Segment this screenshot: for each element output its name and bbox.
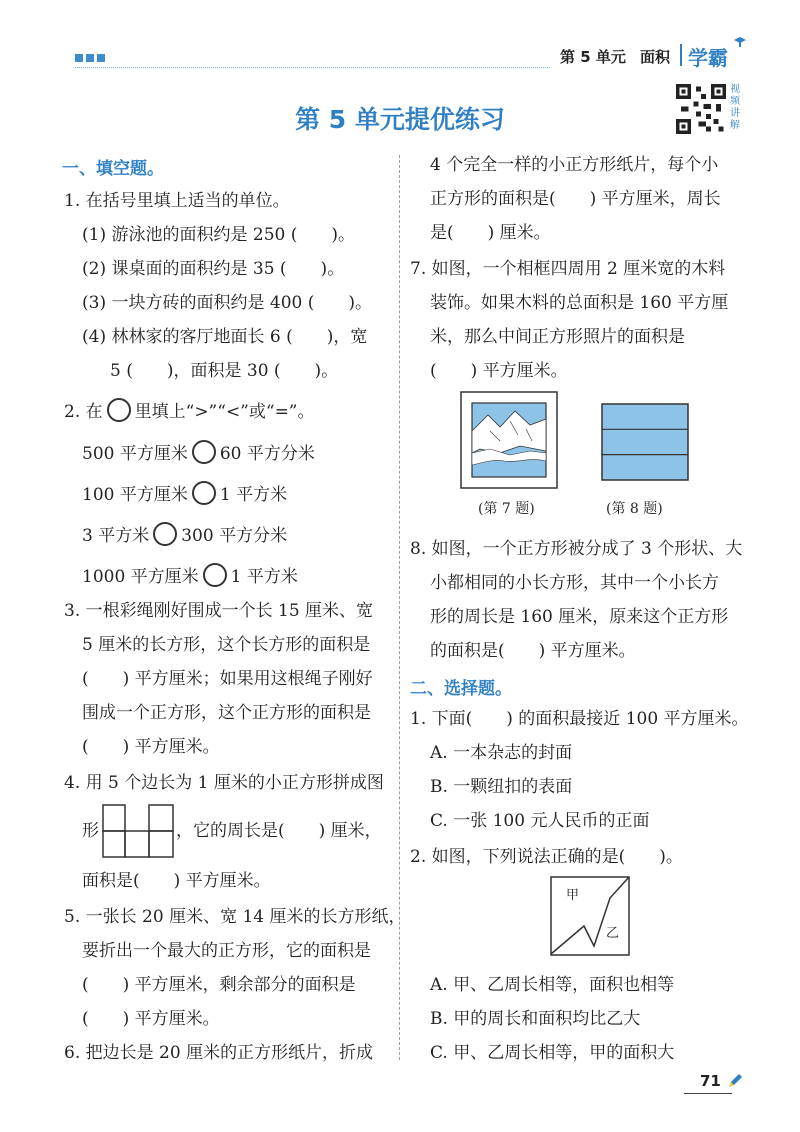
graduation-cap-icon	[733, 36, 747, 48]
q5-line: ( ) 平方厘米，剩余部分的面积是	[82, 975, 356, 995]
page-number-underline	[684, 1093, 732, 1094]
photo-frame-figure	[460, 391, 558, 489]
comparison-circle[interactable]	[192, 481, 216, 505]
q6-line: 6. 把边长是 20 厘米的正方形纸片，折成	[64, 1043, 374, 1063]
q2-row	[82, 563, 298, 588]
q2-row	[82, 481, 287, 506]
q2-left: 500 平方厘米	[82, 444, 188, 464]
video-explanation-label: 视频讲解	[730, 84, 740, 131]
header-separator	[680, 44, 682, 66]
c2-option: C. 甲、乙周长相等，甲的面积大	[430, 1043, 675, 1063]
brand-logo: 学霸	[688, 46, 728, 70]
q4-line: ，它的周长是( ) 厘米，	[176, 821, 382, 841]
q2-row	[82, 522, 287, 547]
header-topic: 面积	[640, 48, 671, 66]
q1-item: 5 ( )，面积是 30 ( )。	[110, 361, 339, 381]
c1-option: A. 一本杂志的封面	[430, 743, 573, 763]
three-rectangles-figure	[601, 403, 689, 481]
q6-line: 4 个完全一样的小正方形纸片，每个小	[430, 155, 719, 175]
q1-item: (4) 林林家的客厅地面长 6 ( )，宽	[82, 327, 368, 347]
c1-option: C. 一张 100 元人民币的正面	[430, 811, 650, 831]
c2-option: A. 甲、乙周长相等，面积也相等	[430, 975, 675, 995]
q1-stem: 1. 在括号里填上适当的单位。	[64, 191, 290, 211]
qr-code-icon[interactable]	[676, 84, 726, 134]
q1-item: (2) 课桌面的面积约是 35 ( )。	[82, 259, 345, 279]
header-rule	[75, 67, 550, 68]
q7-line: ( ) 平方厘米。	[430, 361, 568, 381]
q2-row	[82, 440, 315, 465]
comparison-circle[interactable]	[153, 522, 177, 546]
q7-line: 装饰。如果木料的总面积是 160 平方厘	[430, 293, 729, 313]
q4-line: 4. 用 5 个边长为 1 厘米的小正方形拼成图	[64, 773, 384, 793]
q3-line: 围成一个正方形，这个正方形的面积是	[82, 703, 371, 723]
jia-yi-square-figure	[550, 876, 630, 956]
q7-line: 7. 如图，一个相框四周用 2 厘米宽的木料	[410, 259, 726, 279]
header-unit: 第 5 单元	[560, 48, 626, 66]
q4-line: 面积是( ) 平方厘米。	[82, 871, 271, 891]
q3-line: 5 厘米的长方形，这个长方形的面积是	[82, 635, 371, 655]
q2-right: 1 平方米	[219, 485, 288, 505]
q5-line: 5. 一张长 20 厘米、宽 14 厘米的长方形纸，	[64, 907, 406, 927]
q8-line: 的面积是( ) 平方厘米。	[430, 641, 636, 661]
q1-item: (3) 一块方砖的面积约是 400 ( )。	[82, 293, 373, 313]
q5-line: 要折出一个最大的正方形，它的面积是	[82, 941, 371, 961]
section-choice-heading: 二、选择题。	[410, 679, 512, 699]
q4-line: 形	[82, 821, 99, 841]
q3-line: ( ) 平方厘米。	[82, 737, 220, 757]
comparison-circle[interactable]	[192, 440, 216, 464]
q3-line: 3. 一根彩绳刚好围成一个长 15 厘米、宽	[64, 601, 374, 621]
q8-line: 小都相同的小长方形，其中一个小长方	[430, 573, 719, 593]
q2-stem-part: 2. 在	[64, 402, 103, 422]
q2-left: 1000 平方厘米	[82, 567, 199, 587]
q6-line: 是( ) 厘米。	[430, 223, 551, 243]
figure-label-yi: 乙	[606, 926, 620, 941]
q7-line: 米，那么中间正方形照片的面积是	[430, 327, 685, 347]
q6-line: 正方形的面积是( ) 平方厘米，周长	[430, 189, 721, 209]
page-title: 第 5 单元提优练习	[295, 105, 505, 134]
q2-right: 1 平方米	[230, 567, 298, 587]
c2-stem: 2. 如图，下列说法正确的是( )。	[410, 847, 683, 867]
q2-left: 3 平方米	[82, 526, 150, 546]
q3-line: ( ) 平方厘米；如果用这根绳子刚好	[82, 669, 373, 689]
c2-option: B. 甲的周长和面积均比乙大	[430, 1009, 641, 1029]
figure-label-jia: 甲	[566, 888, 580, 903]
page-number: 71	[700, 1072, 721, 1090]
comparison-circle[interactable]	[107, 398, 131, 422]
q1-item: (1) 游泳池的面积约是 250 ( )。	[82, 225, 356, 245]
q8-line: 形的周长是 160 厘米，原来这个正方形	[430, 607, 729, 627]
c1-option: B. 一颗纽扣的表面	[430, 777, 573, 797]
figure-caption: (第 8 题)	[606, 501, 663, 517]
q2-stem-part: 里填上“>”“<”或“=”。	[134, 402, 315, 422]
section-fill-in-heading: 一、填空题。	[62, 159, 164, 179]
q2-stem	[64, 398, 315, 423]
q8-line: 8. 如图，一个正方形被分成了 3 个形状、大	[410, 539, 743, 559]
q2-left: 100 平方厘米	[82, 485, 188, 505]
q5-line: ( ) 平方厘米。	[82, 1009, 220, 1029]
figure-caption: (第 7 题)	[478, 501, 535, 517]
header-decoration	[75, 54, 105, 62]
q2-right: 60 平方分米	[219, 444, 315, 464]
q2-right: 300 平方分米	[181, 526, 288, 546]
c1-stem: 1. 下面( ) 的面积最接近 100 平方厘米。	[410, 709, 749, 729]
pentomino-figure	[102, 804, 174, 858]
comparison-circle[interactable]	[203, 563, 227, 587]
pencil-icon	[726, 1072, 744, 1090]
